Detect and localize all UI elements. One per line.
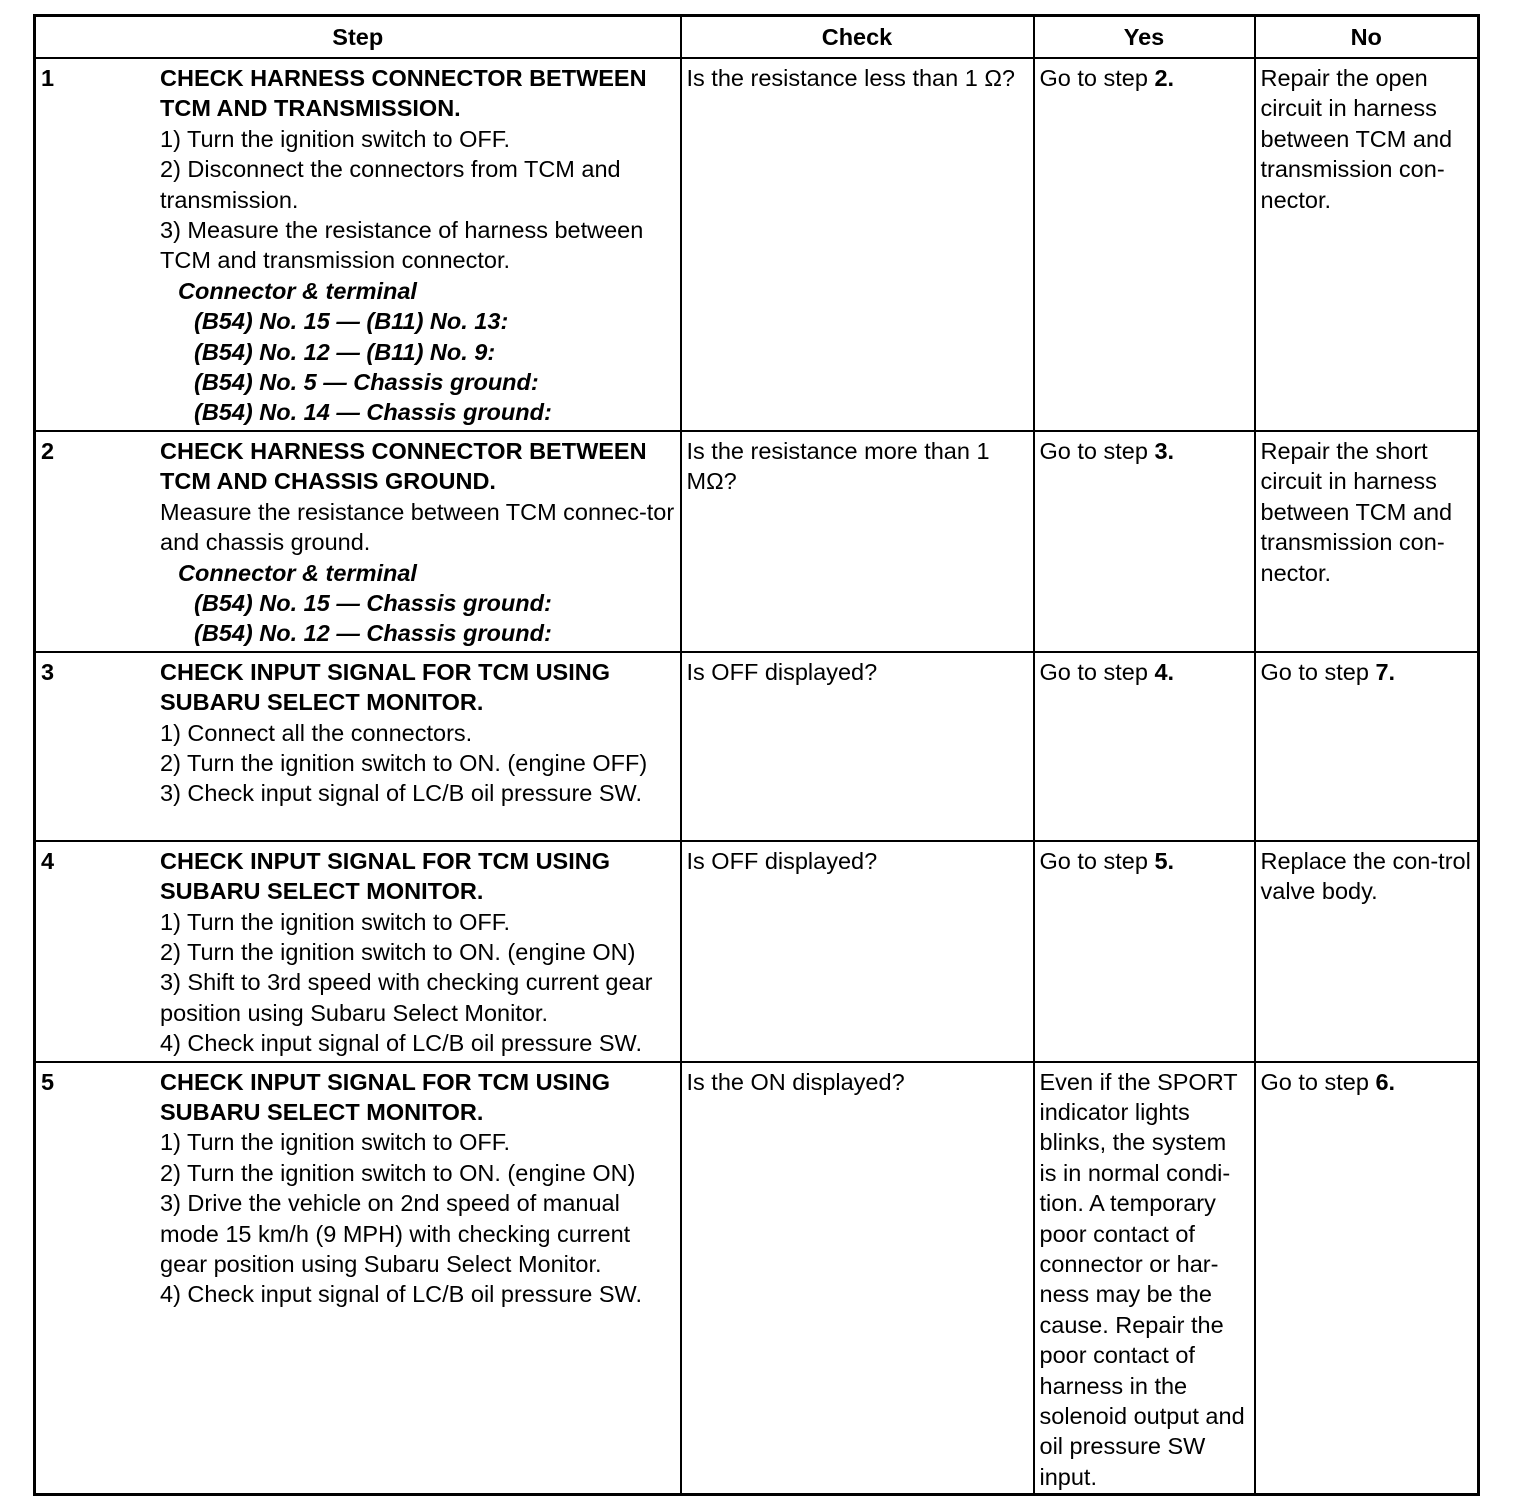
check-cell	[681, 58, 1034, 431]
header-yes: Yes	[1034, 16, 1255, 59]
step-line: 3) Drive the vehicle on 2nd speed of manual mode 15 km/h (9 MPH) with checking current gear position using Subaru Select Monitor.	[160, 1190, 631, 1277]
no-cell	[1255, 841, 1479, 1062]
step-cell	[35, 431, 681, 652]
no-step-ref: 6.	[1375, 1068, 1396, 1095]
step-line: 2) Turn the ignition switch to ON. (engine ON)	[160, 938, 636, 965]
step-line: 4) Check input signal of LC/B oil pressure SW.	[160, 1030, 642, 1057]
check-cell	[681, 841, 1034, 1062]
yes-text: Even if the SPORT indicator lights blinks, the system is in normal condi-tion. A temporary poor contact of connector or har-ness may be the cause. Repair the poor contact of harness in the solenoid output and oil pressure SW input.	[1039, 1068, 1245, 1490]
step-number: 1	[41, 65, 55, 91]
step-cell	[35, 1062, 681, 1495]
step-cell	[35, 841, 681, 1062]
diagnostic-table	[33, 14, 1480, 1496]
step-line: 1) Turn the ignition switch to OFF.	[160, 125, 511, 152]
step-title: CHECK HARNESS CONNECTOR BETWEEN TCM AND CHASSIS GROUND.	[160, 437, 647, 495]
no-cell	[1255, 652, 1479, 841]
step-line: 1) Turn the ignition switch to OFF.	[160, 908, 511, 935]
check-cell	[681, 652, 1034, 841]
terminal-spec: (B54) No. 5 — Chassis ground:	[194, 369, 539, 396]
step-number: 2	[41, 437, 55, 464]
check-text: Is the ON displayed?	[686, 1068, 905, 1095]
header-step: Step	[35, 16, 681, 59]
step-line: 3) Measure the resistance of harness between TCM and transmission connector.	[160, 217, 644, 274]
connector-terminal-label: Connector & terminal	[178, 277, 417, 304]
step-number: 5	[41, 1068, 55, 1095]
terminal-spec: (B54) No. 14 — Chassis ground:	[194, 399, 552, 426]
header-row	[35, 16, 1479, 59]
no-text: Go to step	[1260, 1068, 1376, 1095]
no-text: Go to step	[1260, 658, 1376, 685]
table-row	[35, 652, 1479, 841]
yes-step-ref: 3.	[1154, 437, 1175, 464]
no-cell	[1255, 58, 1479, 431]
check-text: Is the resistance less than 1 Ω?	[686, 65, 1015, 91]
step-cell	[35, 58, 681, 431]
step-line: 2) Turn the ignition switch to ON. (engine OFF)	[160, 749, 648, 776]
check-text: Is the resistance more than 1 MΩ?	[686, 437, 990, 495]
step-line: Measure the resistance between TCM connec-tor and chassis ground.	[160, 498, 675, 556]
table-row	[35, 431, 1479, 652]
terminal-spec: (B54) No. 15 — (B11) No. 13:	[194, 308, 509, 335]
step-line: 1) Turn the ignition switch to OFF.	[160, 1129, 511, 1156]
yes-step-ref: 2.	[1154, 65, 1175, 91]
step-title: CHECK INPUT SIGNAL FOR TCM USING SUBARU SELECT MONITOR.	[160, 847, 610, 905]
no-text: Replace the con-trol valve body.	[1260, 847, 1471, 905]
terminal-spec: (B54) No. 15 — Chassis ground:	[194, 589, 552, 616]
yes-cell	[1034, 58, 1255, 431]
step-line: 3) Shift to 3rd speed with checking current gear position using Subaru Select Monitor.	[160, 969, 653, 1026]
no-text: Repair the short circuit in harness between TCM and transmission con-nector.	[1260, 437, 1453, 586]
check-cell	[681, 1062, 1034, 1495]
check-text: Is OFF displayed?	[686, 847, 878, 874]
yes-text: Go to step	[1039, 65, 1155, 91]
check-text: Is OFF displayed?	[686, 658, 878, 685]
step-number: 3	[41, 658, 55, 685]
yes-cell	[1034, 652, 1255, 841]
yes-step-ref: 5.	[1154, 847, 1175, 874]
table-row	[35, 58, 1479, 431]
terminal-spec: (B54) No. 12 — Chassis ground:	[194, 620, 552, 647]
step-title: CHECK HARNESS CONNECTOR BETWEEN TCM AND TRANSMISSION.	[160, 65, 647, 122]
step-cell	[35, 652, 681, 841]
yes-cell	[1034, 431, 1255, 652]
step-line: 2) Disconnect the connectors from TCM and transmission.	[160, 156, 621, 213]
step-line: 2) Turn the ignition switch to ON. (engine ON)	[160, 1159, 636, 1186]
terminal-spec: (B54) No. 12 — (B11) No. 9:	[194, 338, 496, 365]
header-no: No	[1255, 16, 1479, 59]
check-cell	[681, 431, 1034, 652]
yes-text: Go to step	[1039, 437, 1155, 464]
yes-step-ref: 4.	[1154, 658, 1175, 685]
step-title: CHECK INPUT SIGNAL FOR TCM USING SUBARU SELECT MONITOR.	[160, 658, 610, 716]
step-title: CHECK INPUT SIGNAL FOR TCM USING SUBARU SELECT MONITOR.	[160, 1068, 610, 1125]
yes-cell	[1034, 841, 1255, 1062]
connector-terminal-label: Connector & terminal	[178, 559, 417, 586]
step-number: 4	[41, 847, 55, 874]
yes-text: Go to step	[1039, 658, 1155, 685]
yes-cell	[1034, 1062, 1255, 1495]
yes-text: Go to step	[1039, 847, 1155, 874]
step-line: 1) Connect all the connectors.	[160, 719, 473, 746]
no-step-ref: 7.	[1375, 658, 1396, 685]
header-check: Check	[681, 16, 1034, 59]
table-row	[35, 841, 1479, 1062]
table-row	[35, 1062, 1479, 1495]
no-cell	[1255, 431, 1479, 652]
step-line: 4) Check input signal of LC/B oil pressure SW.	[160, 1281, 642, 1308]
step-line: 3) Check input signal of LC/B oil pressure SW.	[160, 780, 642, 807]
no-text: Repair the open circuit in harness between TCM and transmission con-nector.	[1260, 65, 1453, 213]
no-cell	[1255, 1062, 1479, 1495]
